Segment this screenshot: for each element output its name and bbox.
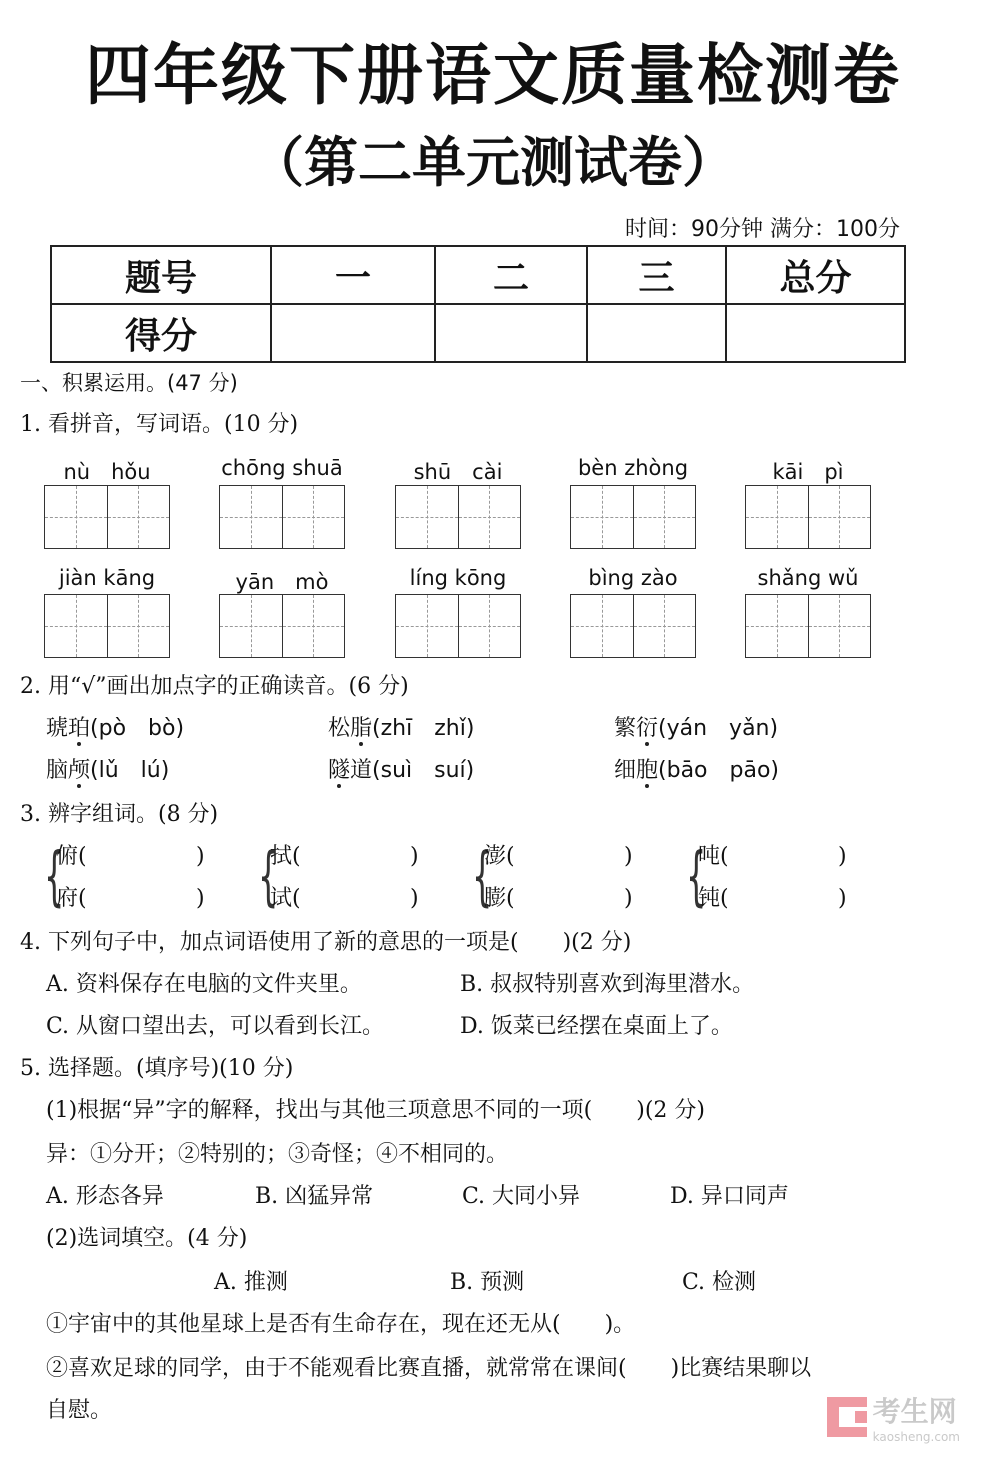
writing-grid[interactable] [745,485,871,549]
pinyin-options[interactable]: (suì suí) [372,758,475,783]
watermark-logo [827,1390,960,1444]
q2-prompt: 2. 用“√”画出加点字的正确读音。(6 分) [20,674,409,699]
pinyin-label: jiàn kāng [58,566,156,590]
score-table [50,245,906,363]
q3-prompt: 3. 辨字组词。(8 分) [20,802,219,827]
q5-sentence-cont: 自慰。 [46,1398,113,1423]
pinyin-label: bìng zào [588,566,678,590]
q5-sub2: (2)选词填空。(4 分) [46,1226,248,1251]
q5-option[interactable]: B. 凶猛异常 [255,1184,374,1209]
close-paren: ) [410,886,419,911]
q5-option[interactable]: C. 大同小异 [462,1184,581,1209]
pinyin-label: yān mò [235,570,329,594]
reading-item [328,756,474,786]
q4-option-d[interactable]: D. 饭菜已经摆在桌面上了。 [460,1014,733,1039]
pinyin-options[interactable]: (pò bò) [90,716,185,741]
brace-icon: { [686,840,707,914]
close-paren: ) [196,844,205,869]
q5-option[interactable]: A. 形态各异 [46,1184,164,1209]
score-blank-cell[interactable] [271,304,435,362]
brace-icon: { [44,840,65,914]
pinyin-label: líng kōng [409,566,507,590]
brace-icon: { [258,840,279,914]
reading-item [328,714,474,744]
score-blank-cell[interactable] [726,304,905,362]
exam-meta: 时间：90分钟 满分：100分 [625,217,900,242]
close-paren: ) [624,886,633,911]
reading-item [46,714,184,744]
brace-icon: { [472,840,493,914]
close-paren: ) [838,844,847,869]
word-char: 隧 [328,758,351,783]
q4-option-a[interactable]: A. 资料保存在电脑的文件夹里。 [46,972,362,997]
writing-grid[interactable] [570,594,696,658]
q5-choice[interactable]: C. 检测 [682,1270,757,1295]
watermark-name: 考生网 [872,1395,957,1428]
word-pair-char: 俯( [56,844,87,869]
reading-item [614,714,778,744]
pinyin-options[interactable]: (lǔ lú) [90,758,170,783]
word-char: 松 [328,716,351,741]
pinyin-label: kāi pì [772,460,844,484]
pinyin-options[interactable]: (zhī zhǐ) [372,716,475,741]
close-paren: ) [838,886,847,911]
writing-grid[interactable] [395,485,521,549]
pinyin-label: nù hǒu [63,460,151,484]
writing-grid[interactable] [44,594,170,658]
word-pair-char: 钝( [698,886,729,911]
pinyin-label: shǎng wǔ [757,566,859,590]
q5-definition: 异：①分开；②特别的；③奇怪；④不相同的。 [46,1142,509,1167]
word-char: 道 [350,758,373,783]
word-pair-char: 吨( [698,844,729,869]
q5-sentence: ②喜欢足球的同学，由于不能观看比赛直播，就常常在课间( )比赛结果聊以 [46,1356,812,1381]
word-char: 繁 [614,716,637,741]
reading-item [46,756,169,786]
score-row-label: 得分 [51,304,271,362]
writing-grid[interactable] [219,485,345,549]
word-char: 衍 [636,716,659,741]
word-char: 脑 [46,758,69,783]
pinyin-label: shū cài [413,460,503,484]
score-header-cell: 总分 [726,246,905,304]
writing-grid[interactable] [570,485,696,549]
word-char: 颅 [68,758,91,783]
word-pair-char: 拭( [270,844,301,869]
writing-grid[interactable] [219,594,345,658]
pinyin-options[interactable]: (bāo pāo) [658,758,780,783]
word-char: 细 [614,758,637,783]
score-header-cell: 三 [587,246,726,304]
score-header-cell: 题号 [51,246,271,304]
page-subtitle: （第二单元测试卷） [250,131,736,194]
close-paren: ) [410,844,419,869]
score-blank-cell[interactable] [435,304,587,362]
pinyin-label: bèn zhòng [577,456,689,480]
word-pair-char: 试( [270,886,301,911]
word-char: 珀 [68,716,91,741]
score-header-cell: 二 [435,246,587,304]
watermark-url: kaosheng.com [872,1430,960,1444]
close-paren: ) [196,886,205,911]
section-heading: 一、积累运用。(47 分) [20,371,238,395]
q5-prompt: 5. 选择题。(填序号)(10 分) [20,1056,294,1081]
reading-item [614,756,779,786]
word-pair-char: 府( [56,886,87,911]
writing-grid[interactable] [44,485,170,549]
q4-option-b[interactable]: B. 叔叔特别喜欢到海里潜水。 [460,972,755,997]
page-title: 四年级下册语文质量检测卷 [85,37,901,114]
word-pair-char: 澎( [484,844,515,869]
score-header-cell: 一 [271,246,435,304]
q4-prompt: 4. 下列句子中，加点词语使用了新的意思的一项是( )(2 分) [20,930,632,955]
pinyin-label: chōng shuā [221,456,343,480]
q1-prompt: 1. 看拼音，写词语。(10 分) [20,412,299,437]
word-pair-char: 膨( [484,886,515,911]
writing-grid[interactable] [745,594,871,658]
word-char: 胞 [636,758,659,783]
q5-choice[interactable]: B. 预测 [450,1270,525,1295]
pinyin-options[interactable]: (yán yǎn) [658,716,779,741]
q5-sentence: ①宇宙中的其他星球上是否有生命存在，现在还无从( )。 [46,1312,636,1337]
close-paren: ) [624,844,633,869]
word-char: 琥 [46,716,69,741]
q5-choice[interactable]: A. 推测 [214,1270,288,1295]
word-char: 脂 [350,716,373,741]
q5-option[interactable]: D. 异口同声 [670,1184,789,1209]
q4-option-c[interactable]: C. 从窗口望出去，可以看到长江。 [46,1014,385,1039]
q5-sub1: (1)根据“异”字的解释，找出与其他三项意思不同的一项( )(2 分) [46,1098,705,1123]
writing-grid[interactable] [395,594,521,658]
score-blank-cell[interactable] [587,304,726,362]
logo-mark-icon [827,1397,867,1437]
